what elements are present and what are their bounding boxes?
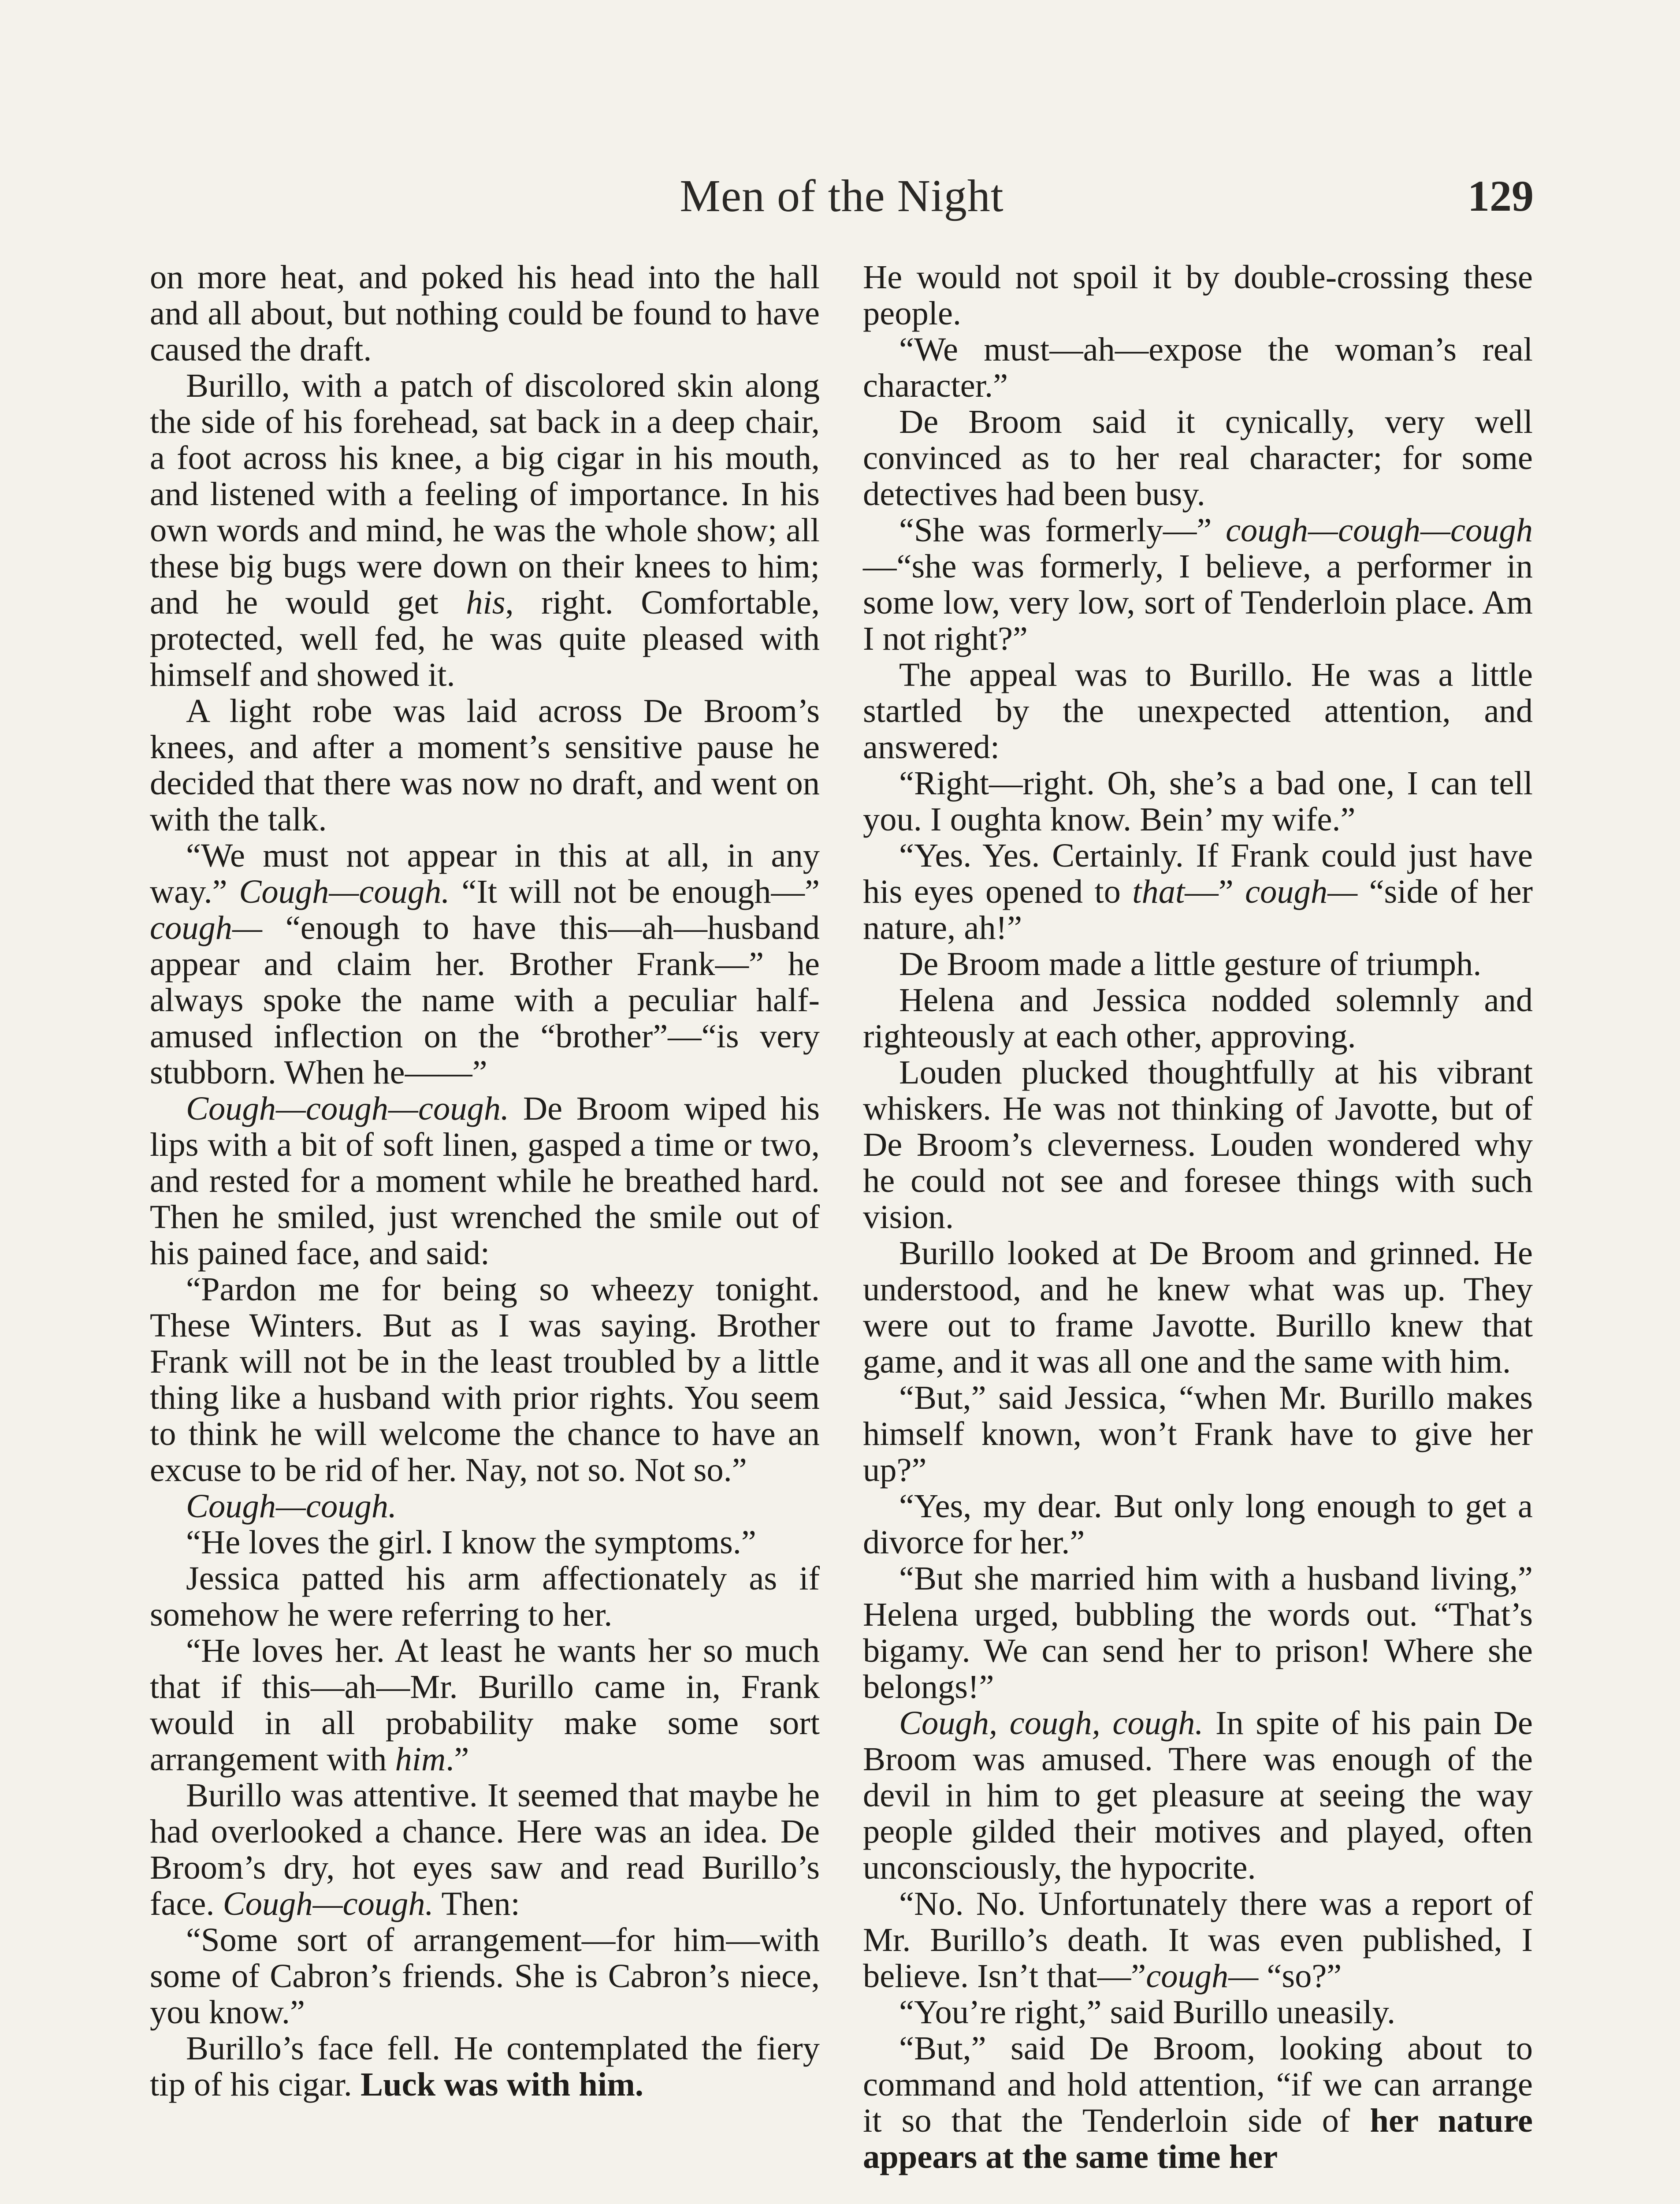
text-column-left: [150, 259, 820, 2103]
paragraph: “She was formerly—” cough—cough—cough—“she was formerly, I believe, a performer in some low, very low, sort of Tenderloin place. Am I not right?”: [863, 511, 1533, 657]
paragraph: “No. No. Unfortunately there was a report of Mr. Burillo’s death. It was even published, I believe. Isn’t that—”cough— “so?”: [863, 1885, 1533, 1995]
paragraph: “But she married him with a husband living,” Helena urged, bubbling the words out. “That’s bigamy. We can send her to prison! Where she belongs!”: [863, 1560, 1533, 1705]
page-header: [150, 168, 1534, 225]
paragraph: Cough—cough—cough. De Broom wiped his lips with a bit of soft linen, gasped a time or two, and rested for a moment while he breathed hard. Then he smiled, just wrenched the smile out of his pained face, and said:: [150, 1090, 820, 1272]
paragraph: Burillo, with a patch of discolored skin along the side of his forehead, sat back in a deep chair, a foot across his knee, a big cigar in his mouth, and listened with a feeling of importance. In his own words and mind, he was the whole show; all these big bugs were down on their knees to him; and he would get his, right. Comfortable, protected, well fed, he was quite pleased with himself and showed it.: [150, 367, 820, 693]
paragraph: Burillo looked at De Broom and grinned. He understood, and he knew what was up. They were out to frame Javotte. Burillo knew that game, and it was all one and the same with him.: [863, 1234, 1533, 1380]
paragraph: “Some sort of arrangement—for him—with some of Cabron’s friends. She is Cabron’s niece, you know.”: [150, 1921, 820, 2031]
paragraph: De Broom said it cynically, very well convinced as to her real character; for some detectives had been busy.: [863, 403, 1533, 513]
paragraph: Louden plucked thoughtfully at his vibrant whiskers. He was not thinking of Javotte, but of De Broom’s cleverness. Louden wondered why he could not see and foresee things with such vision.: [863, 1054, 1533, 1236]
paragraph: “Yes, my dear. But only long enough to get a divorce for her.”: [863, 1487, 1533, 1561]
paragraph: “You’re right,” said Burillo uneasily.: [899, 1993, 1396, 2031]
paragraph: on more heat, and poked his head into the hall and all about, but nothing could be found to have caused the draft.: [150, 258, 820, 368]
paragraph: Cough, cough, cough. In spite of his pain De Broom was amused. There was enough of the devil in him to get pleasure at seeing the way people gilded their motives and played, often unconsciously, the hypocrite.: [863, 1704, 1533, 1886]
paragraph: He would not spoil it by double-crossing these people.: [863, 258, 1533, 332]
paragraph: “Right—right. Oh, she’s a bad one, I can tell you. I oughta know. Bein’ my wife.”: [863, 764, 1533, 838]
paragraph: “We must—ah—expose the woman’s real character.”: [863, 331, 1533, 404]
paragraph: A light robe was laid across De Broom’s knees, and after a moment’s sensitive pause he decided that there was now no draft, and went on with the talk.: [150, 692, 820, 838]
paragraph: “He loves her. At least he wants her so much that if this—ah—Mr. Burillo came in, Frank would in all probability make some sort arrangement with him.”: [150, 1632, 820, 1778]
text-column-right: [863, 259, 1533, 2175]
page-number: 129: [1468, 171, 1534, 220]
paragraph: Burillo’s face fell. He contemplated the fiery tip of his cigar. Luck was with him.: [150, 2029, 820, 2103]
paragraph: De Broom made a little gesture of triumph.: [899, 945, 1482, 983]
paragraph: “Pardon me for being so wheezy tonight. These Winters. But as I was saying. Brother Frank will not be in the least troubled by a little thing like a husband with prior rights. You seem to think he will welcome the chance to have an excuse to be rid of her. Nay, not so. Not so.”: [150, 1270, 820, 1489]
paragraph: Burillo was attentive. It seemed that maybe he had overlooked a chance. Here was an idea. De Broom’s dry, hot eyes saw and read Burillo’s face. Cough—cough. Then:: [150, 1776, 820, 1922]
paragraph: “Yes. Yes. Certainly. If Frank could just have his eyes opened to that—” cough— “side of her nature, ah!”: [863, 837, 1533, 946]
paragraph: “We must not appear in this at all, in any way.” Cough—cough. “It will not be enough—” cough— “enough to have this—ah—husband appear and claim her. Brother Frank—” he always spoke the name with a peculiar half-amused inflection on the “brother”—“is very stubborn. When he——”: [150, 837, 820, 1091]
paragraph: Cough—cough.: [186, 1487, 397, 1525]
paragraph: The appeal was to Burillo. He was a little startled by the unexpected attention, and answered:: [863, 656, 1533, 766]
paragraph: “But,” said De Broom, looking about to command and hold attention, “if we can arrange it so that the Tenderloin side of her nature appears at the same time her: [863, 2029, 1533, 2175]
paragraph: Helena and Jessica nodded solemnly and righteously at each other, approving.: [863, 981, 1533, 1055]
paragraph: Jessica patted his arm affectionately as if somehow he were referring to her.: [150, 1560, 820, 1633]
running-head: Men of the Night: [680, 171, 1004, 221]
paragraph: “He loves the girl. I know the symptoms.”: [186, 1523, 756, 1561]
paragraph: “But,” said Jessica, “when Mr. Burillo makes himself known, won’t Frank have to give her up?”: [863, 1379, 1533, 1489]
